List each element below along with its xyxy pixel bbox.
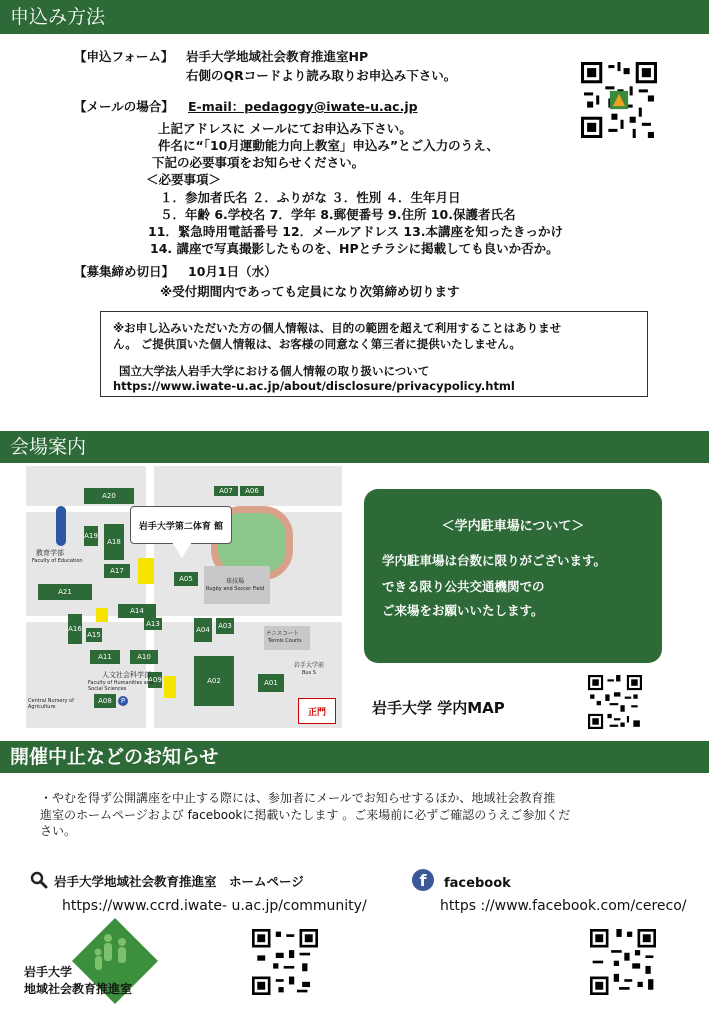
form-text-1: 岩手大学地域社会教育推進室HP (186, 49, 369, 64)
map-callout-pointer (172, 542, 192, 558)
map-label-education: 教育学部 (36, 549, 64, 557)
form-text-2: 右側のQRコードより読み取りお申込み下さい。 (186, 68, 457, 83)
campus-map-qr-code[interactable] (588, 675, 642, 729)
requirements-title: ＜必要事項＞ (146, 172, 222, 187)
map-parking-icon: P (118, 696, 128, 706)
parking-title: ＜学内駐車場について＞ (441, 519, 585, 534)
map-label-education-en: Faculty of Education (32, 558, 83, 564)
map-label-field-en: Rugby and Soccer Field (206, 586, 265, 592)
campus-map (26, 466, 342, 728)
parking-info-box (364, 489, 662, 663)
map-highlight-2 (96, 608, 108, 622)
map-label-nursery: Central Nursery of Agriculture (28, 698, 74, 710)
section-header-cancellation: 開催中止などのお知らせ (0, 741, 709, 773)
map-building-A19: A19 (84, 526, 98, 546)
mail-text-2: 件名に“「10月運動能力向上教室」申込み”とご入力のうえ、 (158, 138, 499, 153)
map-main-gate: 正門 (298, 698, 336, 724)
map-building-A13: A13 (144, 618, 162, 630)
map-label-bus-en: Bus S (302, 670, 316, 676)
facebook-url[interactable]: https ://www.facebook.com/cereco/ (440, 898, 687, 914)
map-highlight-3 (164, 676, 176, 698)
facebook-label: facebook (444, 876, 511, 891)
map-building-A11: A11 (90, 650, 120, 664)
map-building-A10: A10 (130, 650, 158, 664)
privacy-line-2: ん。 ご提供頂いた個人情報は、お客様の同意なく第三者に提供いたしません。 (113, 337, 521, 351)
notice-line-1: ・やむを得ず公開講座を中止する際には、参加者にメールでお知らせするほか、地域社会教育推 (40, 791, 556, 805)
map-label-tennis: テニスコート (266, 631, 299, 637)
map-building-A02: A02 (194, 656, 234, 706)
map-building-A20: A20 (84, 488, 134, 504)
map-building-A15: A15 (86, 628, 102, 642)
deadline-label: 【募集締め切日】 (74, 264, 175, 279)
mail-label: 【メールの場合】 (74, 99, 174, 114)
apply-form-qr-code[interactable] (581, 62, 657, 138)
map-building-A08: A08 (94, 694, 116, 708)
map-highlight-1 (138, 558, 154, 584)
homepage-label: 岩手大学地域社会教育推進室 ホームページ (54, 874, 304, 889)
map-building-A16: A16 (68, 614, 82, 644)
map-label-tennis-en: Tennis Courts (268, 638, 302, 644)
privacy-line-3: 国立大学法人岩手大学における個人情報の取り扱いについて (119, 364, 430, 378)
map-building-A18: A18 (104, 524, 124, 560)
parking-line-3: ご来場をお願いいたします。 (382, 603, 544, 618)
parking-line-1: 学内駐車場は台数に限りがございます。 (382, 553, 607, 568)
homepage-url[interactable]: https://www.ccrd.iwate- u.ac.jp/community/ (62, 898, 367, 914)
requirements-line-4: 14. 講座で写真撮影したものを、HPとチラシに掲載しても良いか否か。 (150, 241, 559, 256)
map-building-A05: A05 (174, 572, 198, 586)
facebook-qr-code[interactable] (590, 929, 656, 995)
homepage-qr-code[interactable] (252, 929, 318, 995)
requirements-line-3: 11．緊急時用電話番号 12．メールアドレス 13.本講座を知ったきっかけ (148, 224, 564, 239)
map-label-field: 球技場 (226, 578, 245, 585)
mail-text-1: 上記アドレスに メールにてお申込み下さい。 (158, 121, 412, 136)
map-building-A14: A14 (118, 604, 156, 618)
notice-line-3: さい。 (40, 824, 77, 838)
map-label-bus: 岩手大学前 (294, 662, 325, 669)
logo-text-1: 岩手大学 (24, 965, 73, 979)
facebook-icon: f (412, 869, 434, 891)
deadline-date: 10月1日（水） (188, 264, 277, 279)
map-building-A07: A07 (214, 486, 238, 496)
requirements-line-1: １．参加者氏名 ２．ふりがな ３．性別 ４．生年月日 (160, 190, 461, 205)
privacy-notice-box (100, 311, 648, 397)
form-label: 【申込フォーム】 (74, 49, 174, 64)
map-building-A03: A03 (216, 618, 234, 634)
map-building-A04: A04 (194, 618, 212, 642)
section-header-venue: 会場案内 (0, 431, 709, 463)
section-header-apply: 申込み方法 (0, 0, 709, 34)
logo-text-2: 地域社会教育推進室 (24, 982, 133, 996)
map-label-humanities: 人文社会科学部 (102, 671, 151, 679)
email-address-link[interactable]: E-mail：pedagogy@iwate-u.ac.jp (188, 99, 418, 114)
parking-line-2: できる限り公共交通機関での (382, 579, 545, 594)
map-label-humanities-en: Faculty of Humanities and Social Sciences (88, 680, 154, 692)
deadline-note: ※受付期間内であっても定員になり次第締め切ります (160, 284, 460, 299)
map-building-A06: A06 (240, 486, 264, 496)
mail-text-3: 下記の必要事項をお知らせください。 (152, 155, 365, 170)
campus-map-caption: 岩手大学 学内MAP (372, 699, 505, 717)
search-icon (30, 871, 48, 889)
privacy-policy-url[interactable]: https://www.iwate-u.ac.jp/about/disclosure/privacypolicy.html (113, 379, 515, 393)
map-building-A17: A17 (104, 564, 130, 578)
requirements-line-2: ５．年齢 6.学校名 7．学年 8.郵便番号 9.住所 10.保護者氏名 (160, 207, 516, 222)
map-building-A21: A21 (38, 584, 92, 600)
map-callout-gym: 岩手大学第二体育 館 (130, 506, 232, 544)
map-building-A09: A09 (148, 672, 162, 688)
privacy-line-1: ※お申し込みいただいた方の個人情報は、目的の範囲を超えて利用することはありませ (113, 321, 562, 335)
map-building-A01: A01 (258, 674, 284, 692)
notice-line-2: 進室のホームページおよび facebookに掲載いたします 。ご来場前に必ずご確認のうえご参加くだ (40, 808, 571, 822)
